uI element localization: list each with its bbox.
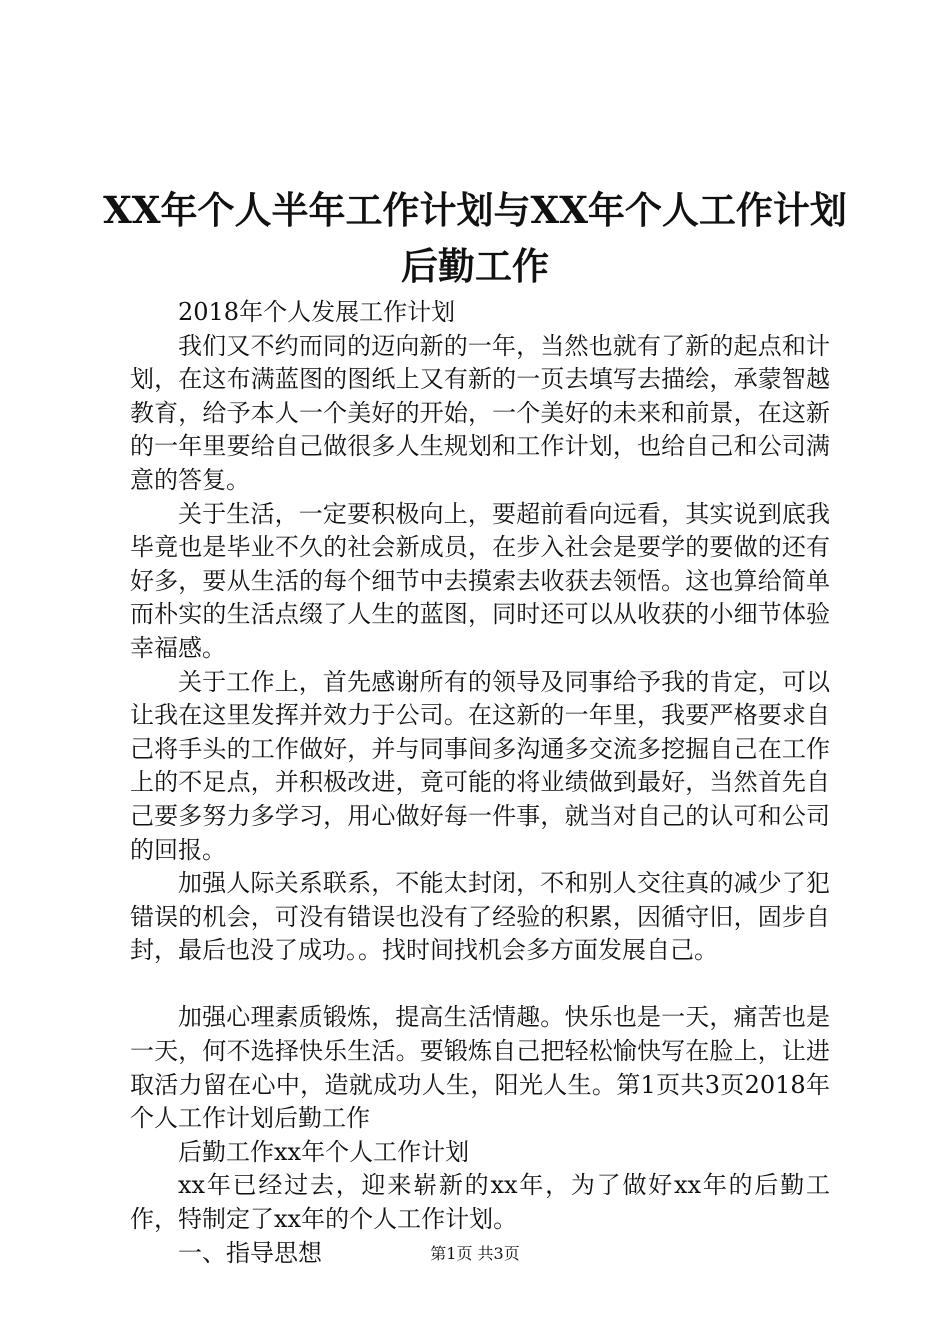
paragraph: 加强心理素质锻炼，提高生活情趣。快乐也是一天，痛苦也是一天，何不选择快乐生活。要锻炼自己把轻松愉快写在脸上，让进取活力留在心中，造就成功人生，阳光人生。第1页共3页2018年个人工作计划后勤工作: [130, 1003, 830, 1133]
paragraph: 我们又不约而同的迈向新的一年，当然也就有了新的起点和计划，在这布满蓝图的图纸上又有新的一页去填写去描绘，承蒙智越教育，给予本人一个美好的开始，一个美好的未来和前景，在这新的一年里要给自己做很多人生规划和工作计划，也给自己和公司满意的答复。: [130, 331, 830, 494]
document-title-line-1: XX年个人半年工作计划与XX年个人工作计划: [103, 188, 847, 232]
paragraph-heading: 2018年个人发展工作计划: [178, 298, 456, 326]
document-body: [130, 296, 830, 1270]
page-number-footer: 第1页 共3页: [430, 1244, 520, 1263]
paragraph: 加强人际关系联系，不能太封闭，不和别人交往真的减少了犯错误的机会，可没有错误也没有了经验的积累，因循守旧，固步自封，最后也没了成功。。找时间找机会多方面发展自己。: [130, 869, 830, 965]
paragraph-heading: 后勤工作xx年个人工作计划: [178, 1137, 470, 1166]
paragraph: 关于生活，一定要积极向上，要超前看向远看，其实说到底我毕竟也是毕业不久的社会新成员，在步入社会是要学的要做的还有好多，要从生活的每个细节中去摸索去收获去领悟。这也算给简单而朴实的生活点缀了人生的蓝图，同时还可以从收获的小细节体验幸福感。: [130, 499, 830, 662]
paragraph: xx年已经过去，迎来崭新的xx年，为了做好xx年的后勤工作，特制定了xx年的个人工作计划。: [130, 1171, 830, 1234]
document-title-line-2: 后勤工作: [401, 244, 549, 288]
paragraph: 关于工作上，首先感谢所有的领导及同事给予我的肯定，可以让我在这里发挥并效力于公司。在这新的一年里，我要严格要求自己将手头的工作做好，并与同事间多沟通多交流多挖掘自己在工作上的不足点，并积极改进，竟可能的将业绩做到最好，当然首先自己要多努力多学习，用心做好每一件事，就当对自己的认可和公司的回报。: [130, 667, 830, 864]
section-heading: 一、指导思想: [178, 1238, 322, 1267]
